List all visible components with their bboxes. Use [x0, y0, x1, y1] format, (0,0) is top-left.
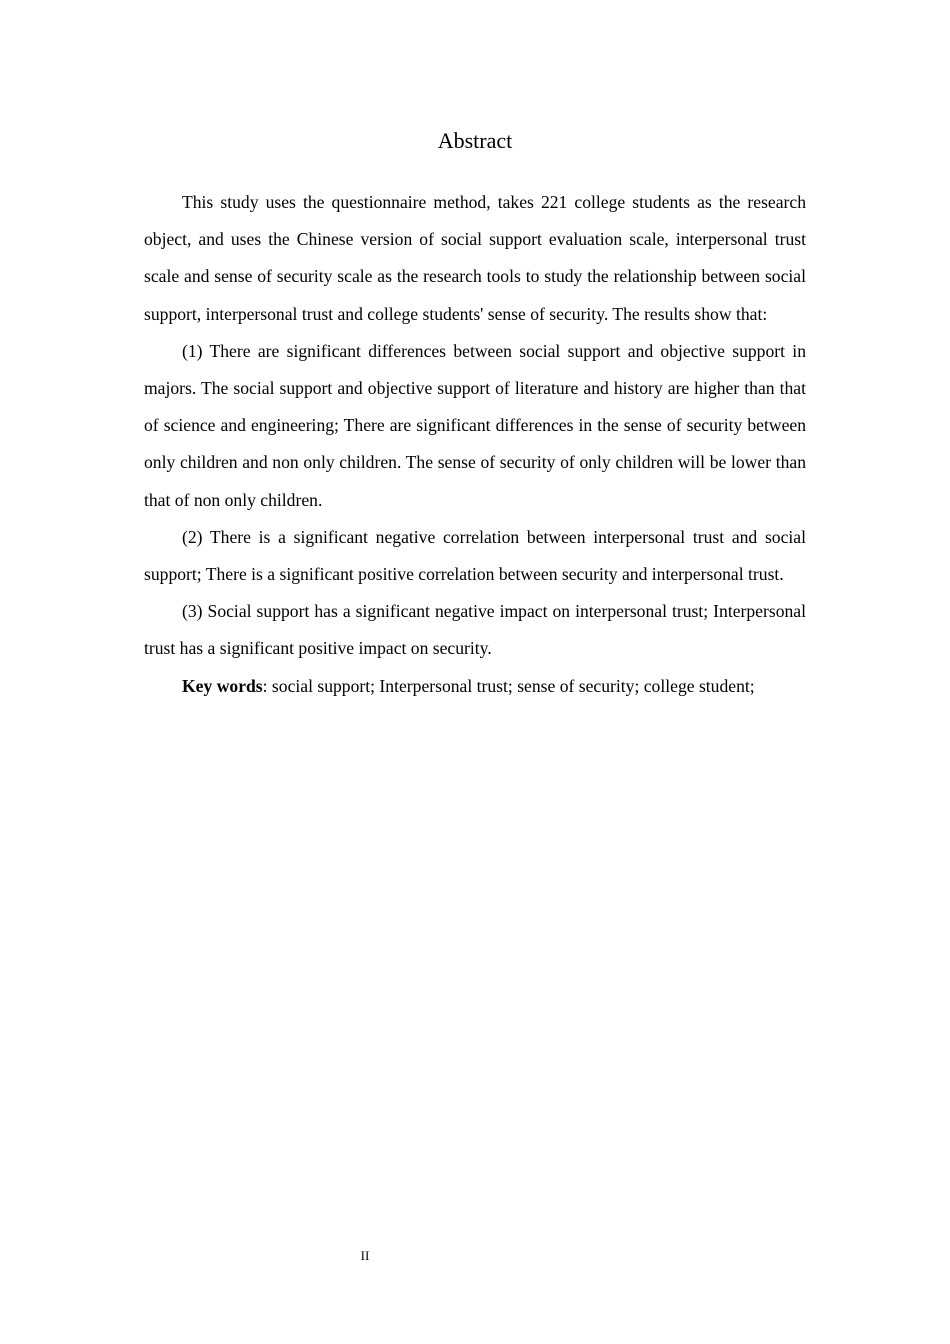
finding-paragraph-2: (2) There is a significant negative correlation between interpersonal trust and social support; There is a significant positive correlation between security and interpersonal trust. — [144, 526, 806, 585]
keywords-text: : social support; Interpersonal trust; sense of security; college student; — [262, 675, 755, 696]
finding-paragraph-1: (1) There are significant differences between social support and objective support in majors. The social support and objective support of literature and history are higher than that of science and engineering; There are significant differences in the sense of security between only children and non only children. The sense of security of only children will be lower than that of non only children. — [144, 340, 806, 510]
abstract-title: Abstract — [437, 128, 513, 153]
finding-paragraph-3: (3) Social support has a significant negative impact on interpersonal trust; Interpersonal trust has a significant positive impact on security. — [144, 601, 806, 659]
keywords-label: Key words — [182, 675, 263, 696]
abstract-paragraph: This study uses the questionnaire method, takes 221 college students as the research object, and uses the Chinese version of social support evaluation scale, interpersonal trust scale and sense of security scale as the research tools to study the relationship between social support, interpersonal trust and college students' sense of security. The results show that: — [144, 192, 806, 324]
keywords-line — [144, 668, 806, 705]
abstract-body — [144, 184, 806, 705]
page-number: II — [360, 1248, 370, 1263]
